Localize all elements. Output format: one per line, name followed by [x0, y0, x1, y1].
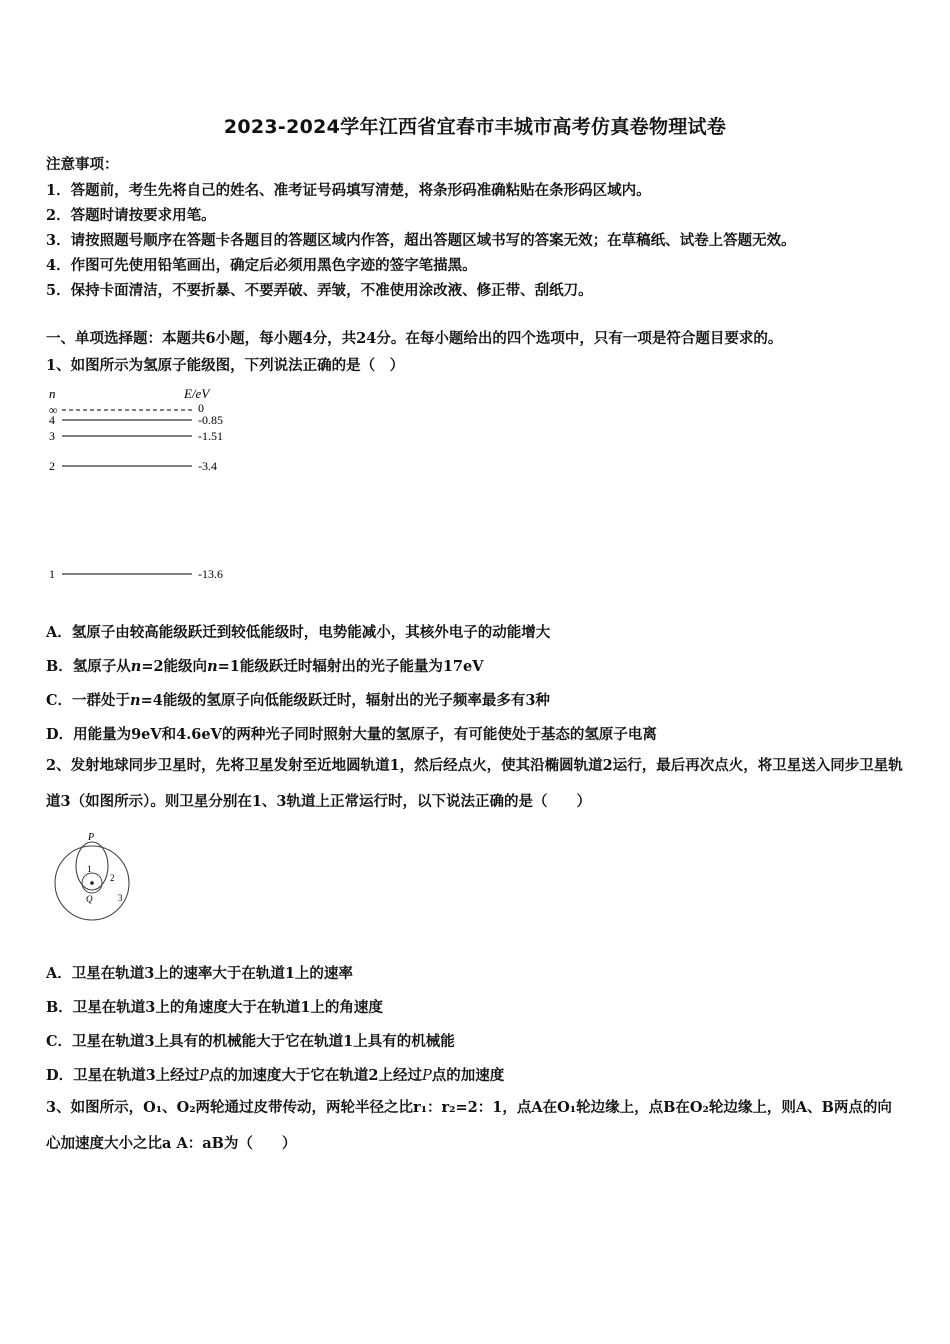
page-title: 2023-2024学年江西省宜春市丰城市高考仿真卷物理试卷 — [223, 116, 727, 138]
energy-level-diagram — [40, 380, 270, 590]
q2-option-b: B．卫星在轨道3上的角速度大于在轨道1上的角速度 — [46, 999, 383, 1016]
earth-center — [90, 881, 94, 885]
level-e-2: -3.4 — [198, 459, 217, 473]
level-e-3: -1.51 — [198, 429, 223, 443]
notice-item: 5．保持卡面清洁，不要折暴、不要弄破、弄皱，不准使用涂改液、修正带、刮纸刀。 — [46, 282, 593, 299]
orbit-diagram — [48, 828, 138, 928]
orbit-3-label: 3 — [118, 893, 123, 903]
q2-option-a: A．卫星在轨道3上的速率大于在轨道1上的速率 — [46, 965, 353, 982]
energy-axis-label: E/eV — [184, 386, 210, 401]
n-axis-label: n — [49, 386, 56, 401]
orbit-1-label: 1 — [87, 864, 92, 874]
q1-option-a: A．氢原子由较高能级跃迁到较低能级时，电势能减小，其核外电子的动能增大 — [46, 624, 551, 641]
notice-item: 2．答题时请按要求用笔。 — [46, 207, 216, 224]
point-p-label: P — [88, 832, 95, 843]
q2-option-d: D．卫星在轨道3上经过P点的加速度大于它在轨道2上经过P点的加速度 — [46, 1067, 505, 1084]
notice-heading: 注意事项： — [46, 156, 119, 173]
level-n-1: 1 — [49, 567, 55, 581]
orbit-2-label: 2 — [110, 873, 115, 883]
level-n-infinity: ∞ — [49, 403, 58, 417]
q1-option-c: C．一群处于n=4能级的氢原子向低能级跃迁时，辐射出的光子频率最多有3种 — [46, 692, 550, 709]
level-e-1: -13.6 — [198, 567, 223, 581]
notice-item: 1．答题前，考生先将自己的姓名、准考证号码填写清楚，将条形码准确粘贴在条形码区域内。 — [46, 182, 651, 199]
level-e-infinity: 0 — [198, 401, 204, 415]
q1-option-d: D．用能量为9eV和4.6eV的两种光子同时照射大量的氢原子，有可能使处于基态的氢原子电离 — [46, 726, 657, 743]
level-n-3: 3 — [49, 429, 55, 443]
level-n-4: 4 — [49, 413, 55, 427]
point-q-label: Q — [86, 894, 93, 904]
q1-option-b: B．氢原子从n=2能级向n=1能级跃迁时辐射出的光子能量为17eV — [46, 658, 484, 675]
level-n-2: 2 — [49, 459, 55, 473]
q3-stem: 3、如图所示，O₁、O₂两轮通过皮带传动，两轮半径之比r₁：r₂=2：1，点A在O₁轮边缘上，点B在O₂轮边缘上，则A、B两点的向心加速度大小之比a A：aB为（ ） — [46, 1099, 892, 1152]
notice-item: 3．请按照题号顺序在答题卡各题目的答题区域内作答，超出答题区域书写的答案无效；在草稿纸、试卷上答题无效。 — [46, 232, 796, 249]
q1-stem: 1、如图所示为氢原子能级图，下列说法正确的是（ ） — [46, 357, 405, 374]
notice-item: 4．作图可先使用铅笔画出，确定后必须用黑色字迹的签字笔描黑。 — [46, 257, 477, 274]
section-heading: 一、单项选择题：本题共6小题，每小题4分，共24分。在每小题给出的四个选项中，只有一项是符合题目要求的。 — [46, 330, 783, 347]
level-e-4: -0.85 — [198, 413, 223, 427]
q2-option-c: C．卫星在轨道3上具有的机械能大于它在轨道1上具有的机械能 — [46, 1033, 455, 1050]
q2-stem: 2、发射地球同步卫星时，先将卫星发射至近地圆轨道1，然后经点火，使其沿椭圆轨道2运行，最后再次点火，将卫星送入同步卫星轨道3（如图所示）。则卫星分别在1、3轨道上正常运行时，以下说法正确的是（ ） — [46, 757, 903, 810]
